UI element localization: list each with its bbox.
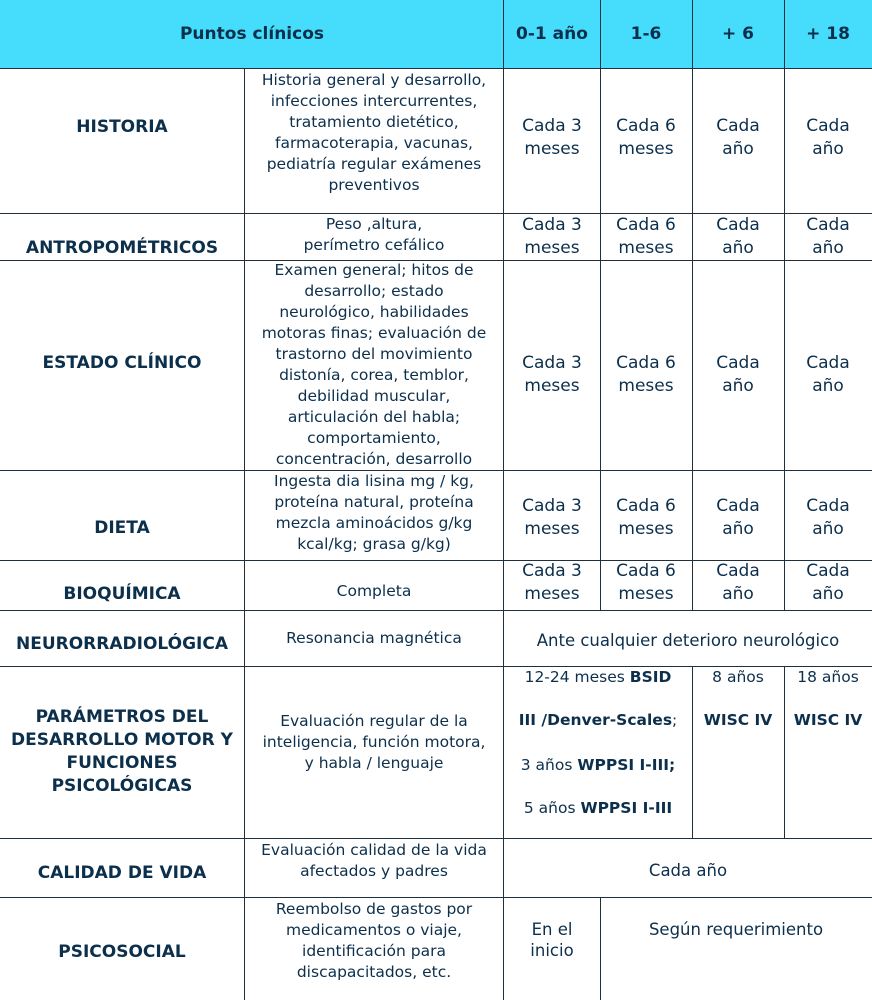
rule-v [600, 897, 601, 1000]
freq-antropometricos-1-6: Cada 6 meses [616, 214, 676, 258]
rule-h [0, 470, 872, 471]
row-label-desarrollo: PARÁMETROS DEL DESARROLLO MOTOR Y FUNCIONES PSICOLÓGICAS [11, 707, 233, 796]
freq-estado-18: Cada año [806, 353, 850, 396]
row-label-bioquimica: BIOQUÍMICA [63, 583, 181, 604]
dev-age1-line1: 12-24 meses BSID [524, 668, 672, 686]
freq-historia-6: Cada año [716, 116, 760, 159]
freq-estado-1-6: Cada 6 meses [616, 353, 676, 396]
freq-dieta-0-1: Cada 3 meses [522, 496, 582, 539]
rule-v [503, 0, 504, 1000]
dev-age1-line4: 5 años WPPSI I-III [523, 799, 673, 817]
row-label-dieta: DIETA [94, 517, 150, 538]
header-clinical-points: Puntos clínicos [0, 0, 504, 68]
rule-h [0, 260, 872, 261]
rule-h [0, 610, 872, 611]
freq-antropometricos-6: Cada año [716, 214, 760, 258]
row-label-neurorradiologica: NEURORRADIOLÓGICA [15, 633, 228, 654]
span-neurorradiologica: Ante cualquier deterioro neurológico [536, 630, 840, 650]
dev-age3-line1: 8 años [712, 668, 764, 686]
rule-h [0, 838, 872, 839]
rule-h [0, 560, 872, 561]
freq-bioquimica-0-1: Cada 3 meses [522, 561, 582, 604]
freq-antropometricos-18: Cada año [806, 214, 850, 258]
freq-antropometricos-0-1: Cada 3 meses [522, 214, 582, 258]
row-label-antropometricos: ANTROPOMÉTRICOS [25, 237, 219, 258]
rule-v [692, 0, 693, 610]
freq-dieta-18: Cada año [806, 496, 850, 539]
dev-age4-line1: 18 años [797, 668, 859, 686]
row-label-estado-clinico: ESTADO CLÍNICO [42, 352, 202, 373]
rule-v [244, 68, 245, 1000]
row-desc-desarrollo: Evaluación regular de la inteligencia, función motora, y habla / lenguaje [262, 711, 486, 772]
freq-bioquimica-18: Cada año [806, 561, 850, 604]
freq-estado-6: Cada año [716, 353, 760, 396]
row-label-historia: HISTORIA [76, 116, 168, 137]
row-desc-calidad-vida: Evaluación calidad de la vida afectados y padres [261, 841, 487, 880]
header-age-18-plus: + 18 [784, 0, 872, 68]
rule-v [692, 666, 693, 838]
rule-h [0, 213, 872, 214]
freq-dieta-6: Cada año [716, 496, 760, 539]
header-age-6-plus: + 6 [692, 0, 784, 68]
row-desc-antropometricos: Peso ,altura, perímetro cefálico [303, 215, 445, 254]
dev-age1-line2: III /Denver-Scales; [518, 711, 678, 729]
freq-historia-18: Cada año [806, 116, 850, 159]
rule-v [600, 0, 601, 610]
rule-v [784, 0, 785, 610]
row-desc-neurorradiologica: Resonancia magnética [286, 628, 462, 647]
freq-historia-0-1: Cada 3 meses [522, 116, 582, 159]
freq-historia-1-6: Cada 6 meses [616, 116, 676, 159]
freq-bioquimica-1-6: Cada 6 meses [616, 561, 676, 604]
header-age-0-1: 0-1 año [504, 0, 600, 68]
dev-age1-line3: 3 años WPPSI I-III; [520, 756, 676, 774]
dev-age3-line2: WISC IV [703, 711, 773, 729]
row-desc-dieta: Ingesta dia lisina mg / kg, proteína natural, proteína mezcla aminoácidos g/kg kcal/kg; grasa g/kg) [274, 472, 474, 553]
dev-age4-line2: WISC IV [793, 711, 863, 729]
freq-bioquimica-6: Cada año [716, 561, 760, 604]
rule-h [0, 666, 872, 667]
rule-h [0, 68, 872, 69]
freq-dieta-1-6: Cada 6 meses [616, 496, 676, 539]
rule-v [784, 666, 785, 838]
row-label-psicosocial: PSICOSOCIAL [58, 942, 186, 962]
row-desc-estado-clinico: Examen general; hitos de desarrollo; estado neurológico, habilidades motoras finas; evaluación de trastorno del movimiento distonía, corea, temblor, debilidad muscular, articulación del habla; comportamiento, concentración, desarrollo [261, 261, 487, 468]
span-psicosocial: Según requerimiento [648, 919, 824, 939]
row-label-calidad-vida: CALIDAD DE VIDA [37, 862, 207, 883]
span-calidad-vida: Cada año [648, 860, 728, 880]
row-desc-bioquimica: Completa [336, 581, 412, 600]
row-desc-historia: Historia general y desarrollo, infecciones intercurrentes, tratamiento dietético, farmacoterapia, vacunas, pediatría regular exámenes preventivos [261, 71, 487, 194]
rule-h [0, 897, 872, 898]
row-desc-psicosocial: Reembolso de gastos por medicamentos o viaje, identificación para discapacitados, etc. [275, 900, 473, 981]
freq-estado-0-1: Cada 3 meses [522, 353, 582, 396]
header-age-1-6: 1-6 [600, 0, 692, 68]
freq-psicosocial-0-1: En el inicio [530, 920, 574, 960]
